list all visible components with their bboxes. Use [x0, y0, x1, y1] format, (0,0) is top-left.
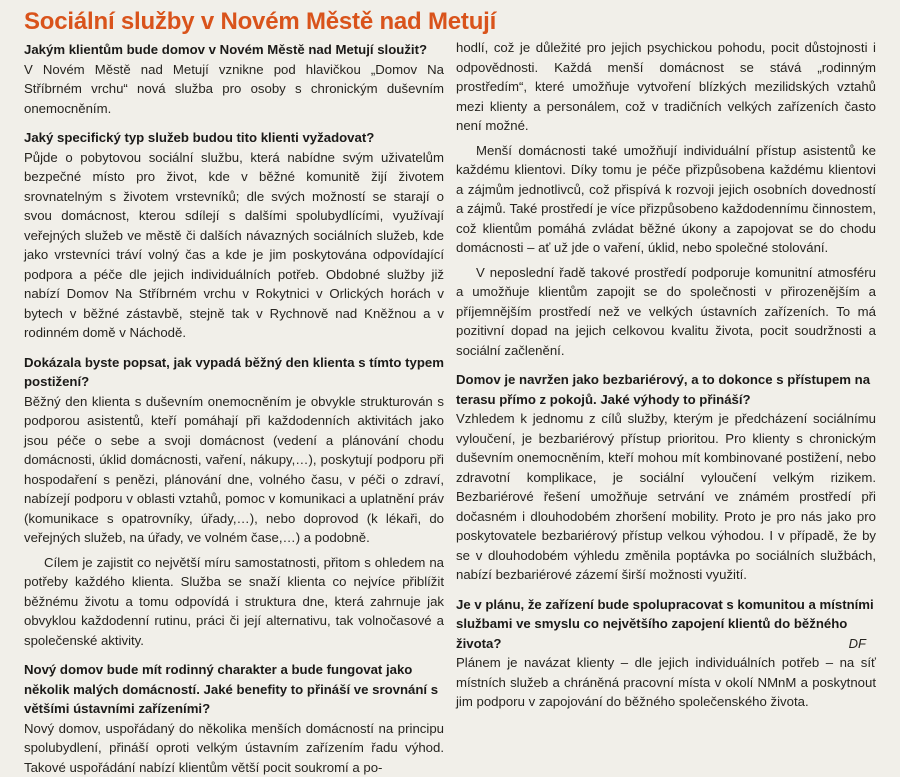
left-column [24, 40, 444, 777]
answer-4-continued: hodlí, což je důležité pro jejich psychickou pohodu, pocit důstojnosti i odpovědnosti. Každá menší domácnost se stává „rodinným prostředím“, které umožňuje vytvoření blízkých mezilidských vztahů mezi klienty a personálem, což v tradičních velkých zařízeních často není možné. [456, 38, 876, 136]
answer-3: Běžný den klienta s duševním onemocněním je obvykle strukturován s podporou asistentů, kteří pomáhají při každodenních aktivitách jako jsou péče o sebe a svoji domácnost (vedení a plánování chodu domácnosti, úklid domácnosti, vaření, nákupy,…), poskytují podporu při hospodaření s penězi, plánování dne, volného času, v péči o zdraví, nabízejí podporu v oblasti vztahů, pomoc v komunikaci a uplatnění práv (komunikace s opatrovníky, úřady,…), nebo doprovod (k lékaři, do veřejných služeb, na úřady, ve volném čase,…) a podobně. [24, 392, 444, 548]
article-title: Sociální služby v Novém Městě nad Metují [24, 8, 496, 36]
question-2: Jaký specifický typ služeb budou tito klienti vyžadovat? [24, 128, 444, 148]
answer-3-paragraph-2: Cílem je zajistit co největší míru samostatnosti, přitom s ohledem na potřeby každého klienta. Služba se snaží klienta co nejvíce přiblížit běžnému životu a tomu odpovídá i struktura dne, která zahrnuje jak obvyklou každodenní rutinu, práci či její alternativu, tak volnočasové a společenské aktivity. [24, 553, 444, 651]
answer-6: Plánem je navázat klienty – dle jejich individuálních potřeb – na síť místních služeb a chráněná pracovní místa v okolí NMnM a poskytnout jim podporu v zapojování do běžného společenského života. [456, 653, 876, 712]
answer-2: Půjde o pobytovou sociální službu, která nabídne svým uživatelům bezpečné místo pro život, kde v běžné komunitě žijí životem srovnatelným s životem vrstevníků; dle svých možností se starají o svou domácnost, kterou sdílejí s dalšími spolubydlícími, využívají veřejných služeb ve městě či dalších návazných sociálních služeb, kde jako vrstevníci tráví volný čas a kde je jim poskytována odpovídající podpora a péče dle jejich individuálních potřeb. Obdobné služby již nabízí Domov Na Stříbrném vrchu v Rokytnici v Orlických horách v bytech v běžné zástavbě, stejně tak v Rychnově nad Kněžnou a v rodinném domě v Náchodě. [24, 148, 444, 343]
author-signature: DF [849, 636, 866, 651]
answer-4: Nový domov, uspořádaný do několika menších domácností na principu spolubydlení, přináší oproti velkým ústavním zařízením řadu výhod. Takové uspořádání nabízí klientům větší pocit soukromí a po- [24, 719, 444, 777]
question-4: Nový domov bude mít rodinný charakter a bude fungovat jako několik malých domácností. Jaké benefity to přináší ve srovnání s většími ústavními zařízeními? [24, 660, 444, 719]
answer-4-paragraph-3: V neposlední řadě takové prostředí podporuje komunitní atmosféru a umožňuje klientům zapojit se do společnosti v přirozenějším a příjemnějším prostředí než ve velkých ústavních zařízeních. To má pozitivní dopad na jejich celkovou kvalitu života, pocit soudržnosti a sociální začlenění. [456, 263, 876, 361]
question-3: Dokázala byste popsat, jak vypadá běžný den klienta s tímto typem postižení? [24, 353, 444, 392]
question-6: Je v plánu, že zařízení bude spolupracovat s komunitou a místními službami ve smyslu co největšího zapojení klientů do běžného života? [456, 595, 876, 654]
question-5: Domov je navržen jako bezbariérový, a to dokonce s přístupem na terasu přímo z pokojů. Jaké výhody to přináší? [456, 370, 876, 409]
answer-5: Vzhledem k jednomu z cílů služby, kterým je předcházení sociálnímu vyloučení, je bezbariérový přístup prioritou. Pro klienty s chronickým duševním onemocněním, kteří mohou mít kombinované postižení, nebo zdravotní komplikace, je sociální vyloučení velkým rizikem. Bezbariérové řešení umožňuje setrvání ve známém prostředí při dočasném i dlouhodobém zhoršení mobility. Proto je pro nás jako pro poskytovatele bezbariérový přístup velkou výhodou. I v případě, že by se v dlouhodobém výhledu změnila poptávka po sociálních službách, nabízí bezbariérové zázemí širší možnosti využití. [456, 409, 876, 585]
answer-4-paragraph-2: Menší domácnosti také umožňují individuální přístup asistentů ke každému klientovi. Díky tomu je péče přizpůsobena každému klientovi a zájmům jednotlivců, což přispívá k rozvoji jejich osobních dovedností a zájmů. Také prostředí je více přizpůsobeno každodennímu činnostem, což klientům pomáhá zvládat běžné úkony a zapojovat se do chodu domácnosti – ať už jde o vaření, úklid, nebo společné stolování. [456, 141, 876, 258]
question-1: Jakým klientům bude domov v Novém Městě nad Metují sloužit? [24, 40, 444, 60]
right-column [456, 38, 876, 712]
answer-1: V Novém Městě nad Metují vznikne pod hlavičkou „Domov Na Stříbrném vrchu“ nová služba pro osoby s chronickým duševním onemocněním. [24, 60, 444, 119]
